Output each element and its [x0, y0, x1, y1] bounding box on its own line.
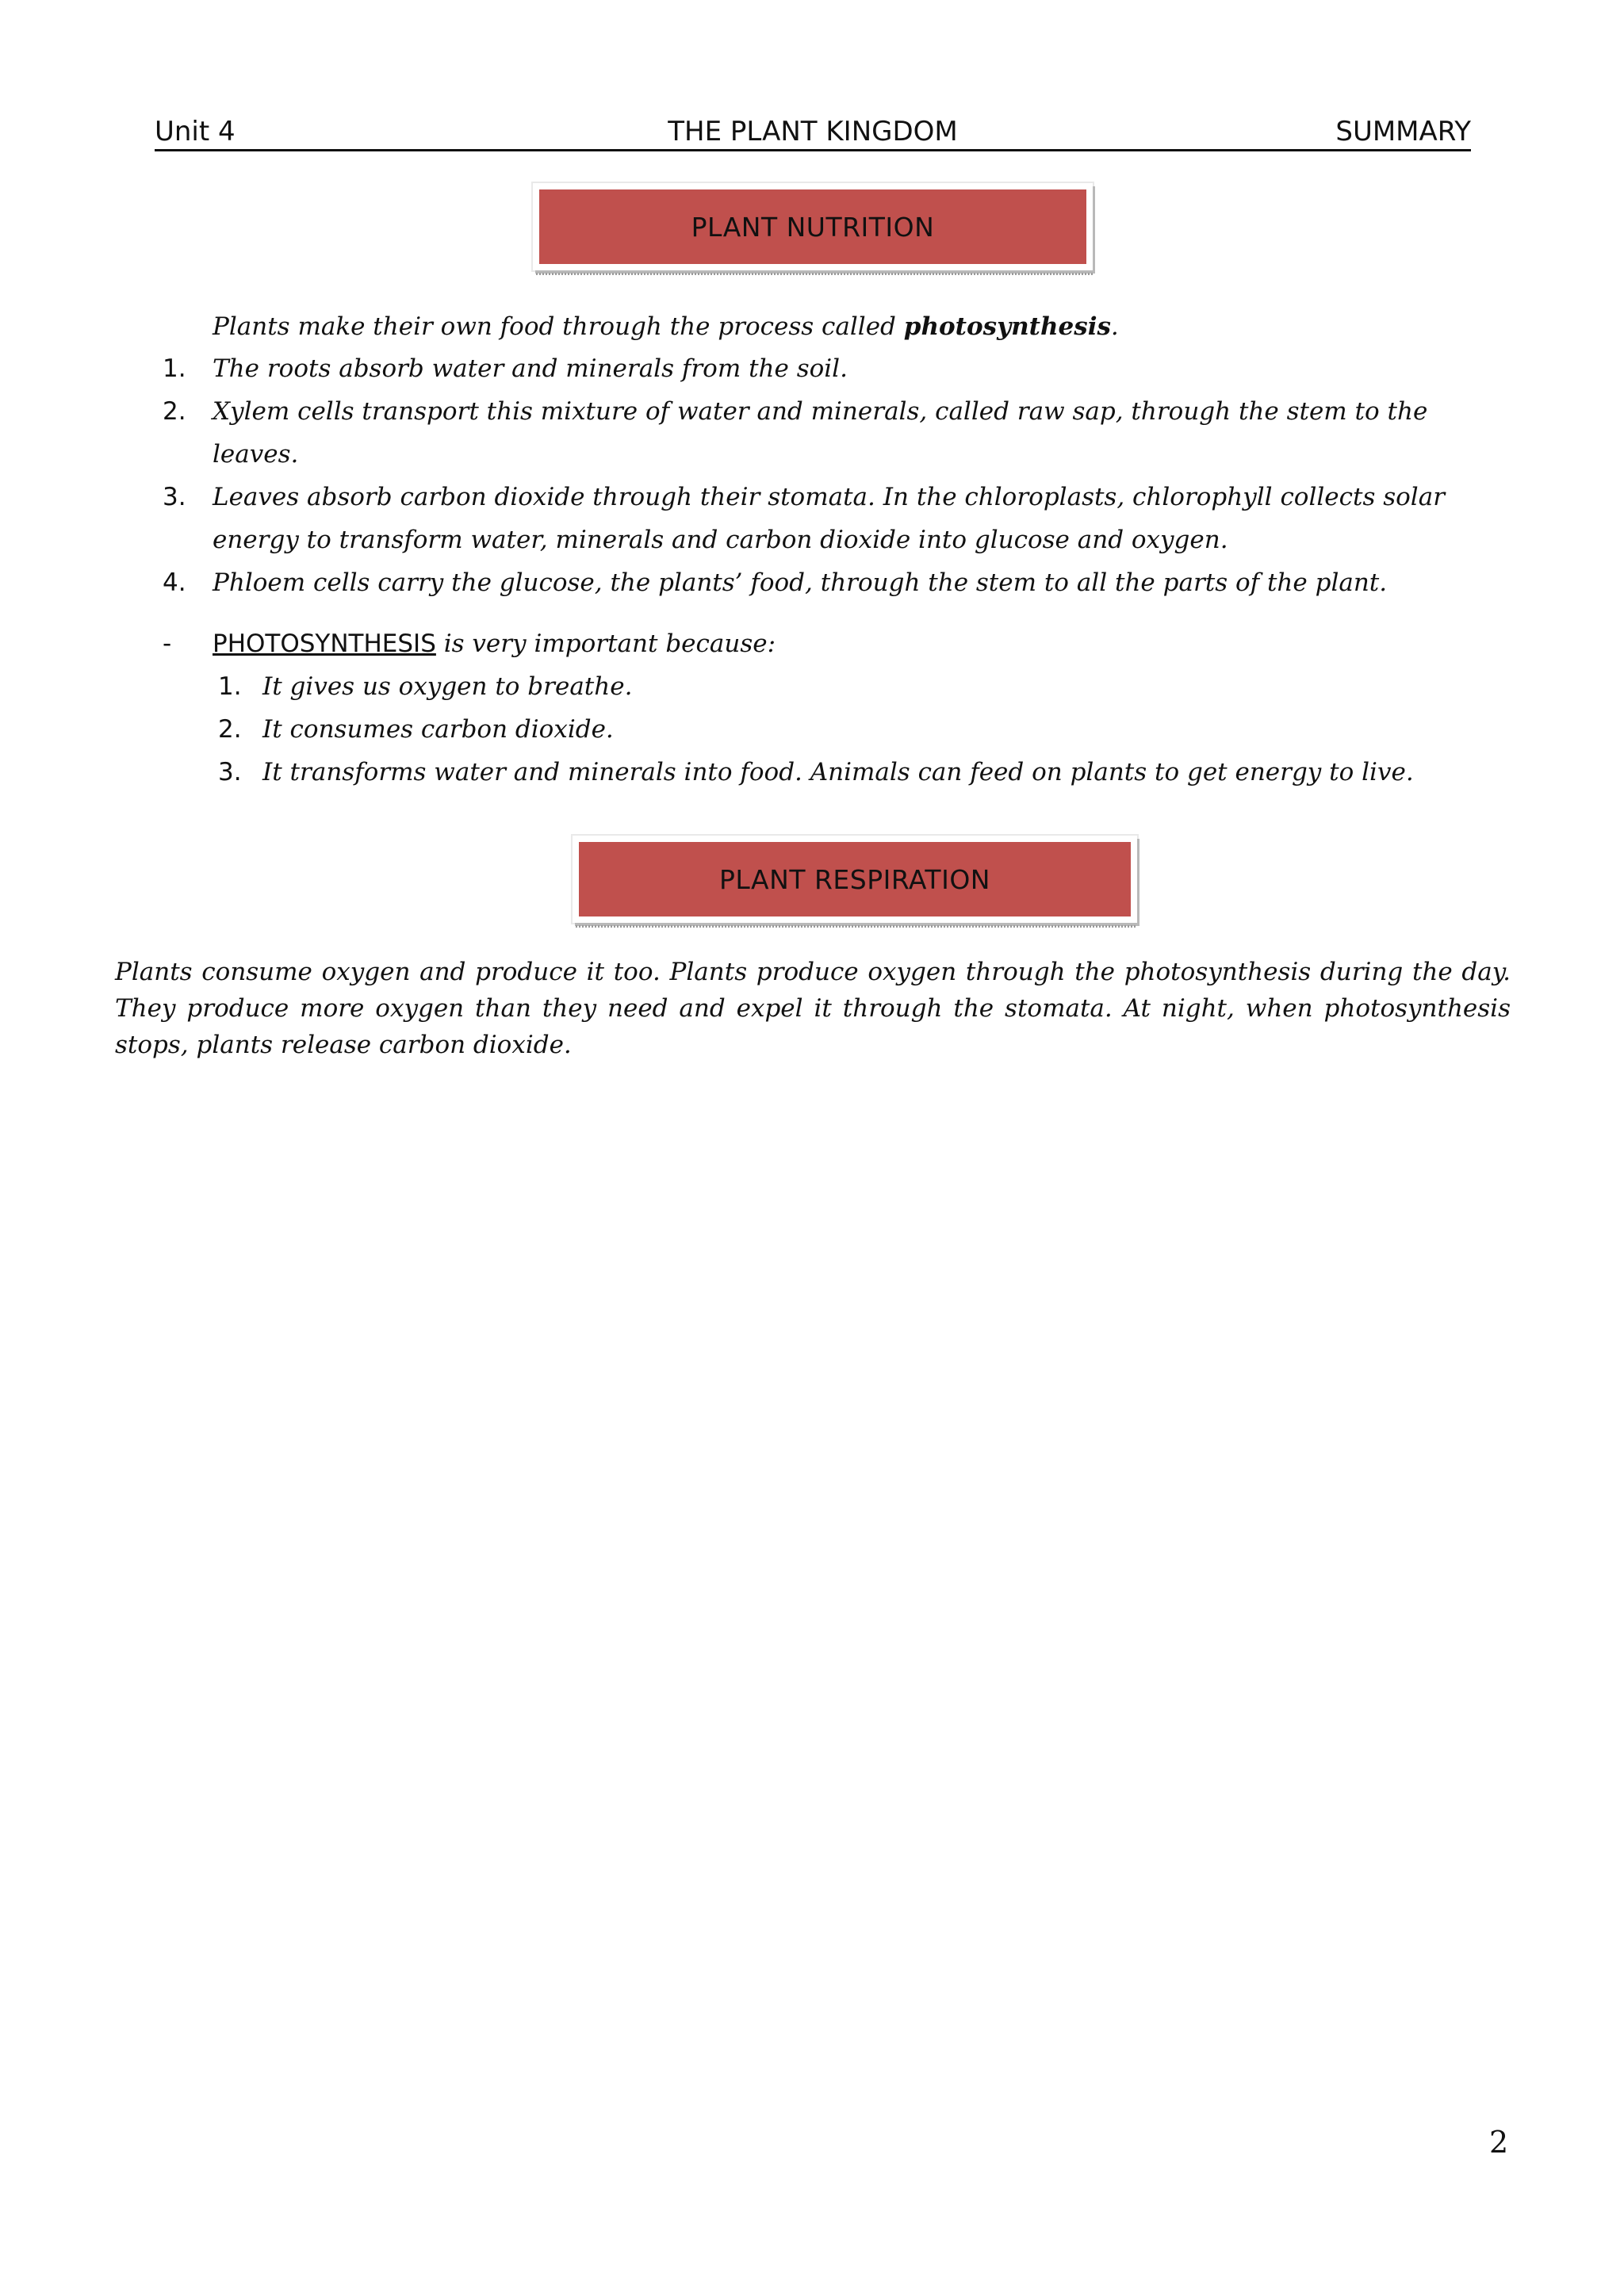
step-text: Xylem cells transport this mixture of water and minerals, called raw sap, through the stem to the leaves. — [213, 397, 1428, 469]
respiration-paragraph: Plants consume oxygen and produce it too. Plants produce oxygen through the photosynthesis during the day. They produce more oxygen than they need and expel it through the stomata. At night, when photosynthesis stops, plants release carbon dioxide. — [115, 958, 1511, 1059]
plant-respiration-heading: PLANT RESPIRATION — [579, 842, 1131, 916]
page-number: 2 — [1489, 2125, 1509, 2160]
importance-lead — [213, 622, 776, 665]
plant-nutrition-banner — [533, 183, 1093, 270]
nutrition-steps-list — [163, 347, 1511, 604]
bullet-dash: - — [163, 629, 172, 658]
document-title: THE PLANT KINGDOM — [668, 116, 958, 147]
step-text: Phloem cells carry the glucose, the plants’ food, through the stem to all the parts of the plant. — [213, 568, 1388, 597]
summary-label: SUMMARY — [1335, 116, 1471, 147]
page-header — [155, 117, 1471, 151]
intro-suffix: . — [1110, 312, 1119, 341]
step-number: 4. — [163, 568, 186, 597]
plant-nutrition-heading: PLANT NUTRITION — [539, 189, 1086, 264]
reason-text: It consumes carbon dioxide. — [262, 715, 614, 744]
list-item — [213, 665, 1521, 708]
reason-text: It transforms water and minerals into food. Animals can feed on plants to get energy to live. — [262, 758, 1414, 786]
unit-label: Unit 4 — [155, 116, 236, 147]
reason-number: 3. — [218, 758, 242, 786]
step-text: Leaves absorb carbon dioxide through their stomata. In the chloroplasts, chlorophyll collects solar energy to transform water, minerals and carbon dioxide into glucose and oxygen. — [213, 483, 1446, 554]
nutrition-intro — [213, 305, 1119, 348]
list-item — [213, 708, 1521, 751]
list-item — [163, 561, 1511, 604]
list-item — [213, 751, 1521, 794]
reason-text: It gives us oxygen to breathe. — [262, 672, 633, 701]
step-number: 1. — [163, 354, 186, 383]
list-item — [163, 476, 1511, 561]
plant-respiration-banner — [573, 836, 1137, 923]
reason-number: 1. — [218, 672, 242, 701]
list-item — [163, 390, 1511, 476]
intro-keyword: photosynthesis — [903, 312, 1111, 341]
reason-number: 2. — [218, 715, 242, 744]
step-text: The roots absorb water and minerals from the soil. — [213, 354, 848, 383]
step-number: 2. — [163, 397, 186, 426]
importance-reasons-list — [213, 665, 1521, 794]
intro-prefix: Plants make their own food through the process called — [213, 312, 904, 341]
photosynthesis-keyword: PHOTOSYNTHESIS — [213, 629, 436, 658]
importance-lead-text: is very important because: — [435, 629, 776, 658]
list-item — [163, 347, 1511, 390]
step-number: 3. — [163, 483, 186, 511]
